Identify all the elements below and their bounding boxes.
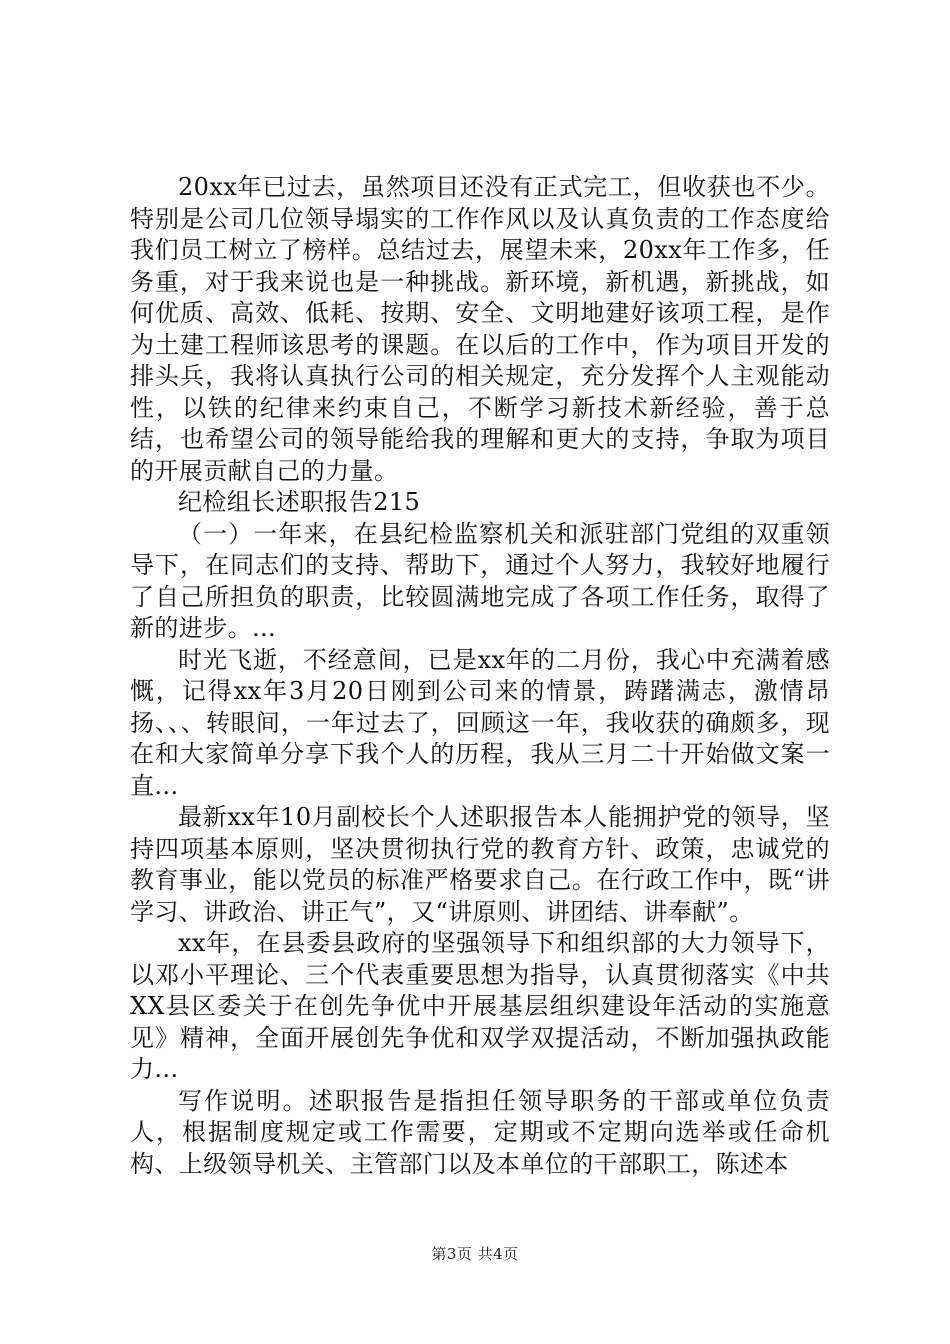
paragraph-writing-notes: 写作说明。述职报告是指担任领导职务的干部或单位负责人，根据制度规定或工作需要，定期或不定期向选举或任命机构、上级领导机关、主管部门以及本单位的干部职工，陈述本 — [130, 1086, 830, 1178]
page-number-footer: 第3页 共4页 — [431, 1245, 519, 1263]
paragraph-work-summary: 20xx年已过去，虽然项目还没有正式完工，但收获也不少。特别是公司几位领导塌实的工作作风以及认真负责的工作态度给我们员工树立了榜样。总结过去，展望未来，20xx年工作多，任务重，对于我来说也是一种挑战。新环境，新机遇，新挑战，如何优质、高效、低耗、按期、安全、文明地建好该项工程，是作为土建工程师该思考的课题。在以后的工作中，作为项目开发的排头兵，我将认真执行公司的相关规定，充分发挥个人主观能动性，以铁的纪律来约束自己，不断学习新技术新经验，善于总结，也希望公司的领导能给我的理解和更大的支持，争取为项目的开展贡献自己的力量。 — [130, 173, 830, 485]
paragraph-vice-principal-report: 最新xx年10月副校长个人述职报告本人能拥护党的领导，坚持四项基本原则，坚决贯彻执行党的教育方针、政策，忠诚党的教育事业，能以党员的标准严格要求自己。在行政工作中，既“讲学习、讲政治、讲正气”，又“讲原则、讲团结、讲奉献”。 — [130, 803, 830, 926]
paragraph-time-flies: 时光飞逝，不经意间，已是xx年的二月份，我心中充满着感慨，记得xx年3月20日刚到公司来的情景，踌躇满志，激情昂扬、、、转眼间，一年过去了，回顾这一年，我收获的确颇多，现在和大家简单分享下我个人的历程，我从三月二十开始做文案一直... — [130, 645, 830, 800]
paragraph-heading-report: 纪检组长述职报告215 — [178, 488, 421, 516]
paragraph-discipline-inspection: （一）一年来，在县纪检监察机关和派驻部门党组的双重领导下，在同志们的支持、帮助下，通过个人努力，我较好地履行了自己所担负的职责，比较圆满地完成了各项工作任务，取得了新的进步。... — [130, 519, 830, 642]
paragraph-county-leadership: xx年，在县委县政府的坚强领导下和组织部的大力领导下，以邓小平理论、三个代表重要思想为指导，认真贯彻落实《中共XX县区委关于在创先争优中开展基层组织建设年活动的实施意见》精神，全面开展创先争优和双学双提活动，不断加强执政能力... — [130, 929, 830, 1083]
document-body — [130, 172, 830, 1180]
